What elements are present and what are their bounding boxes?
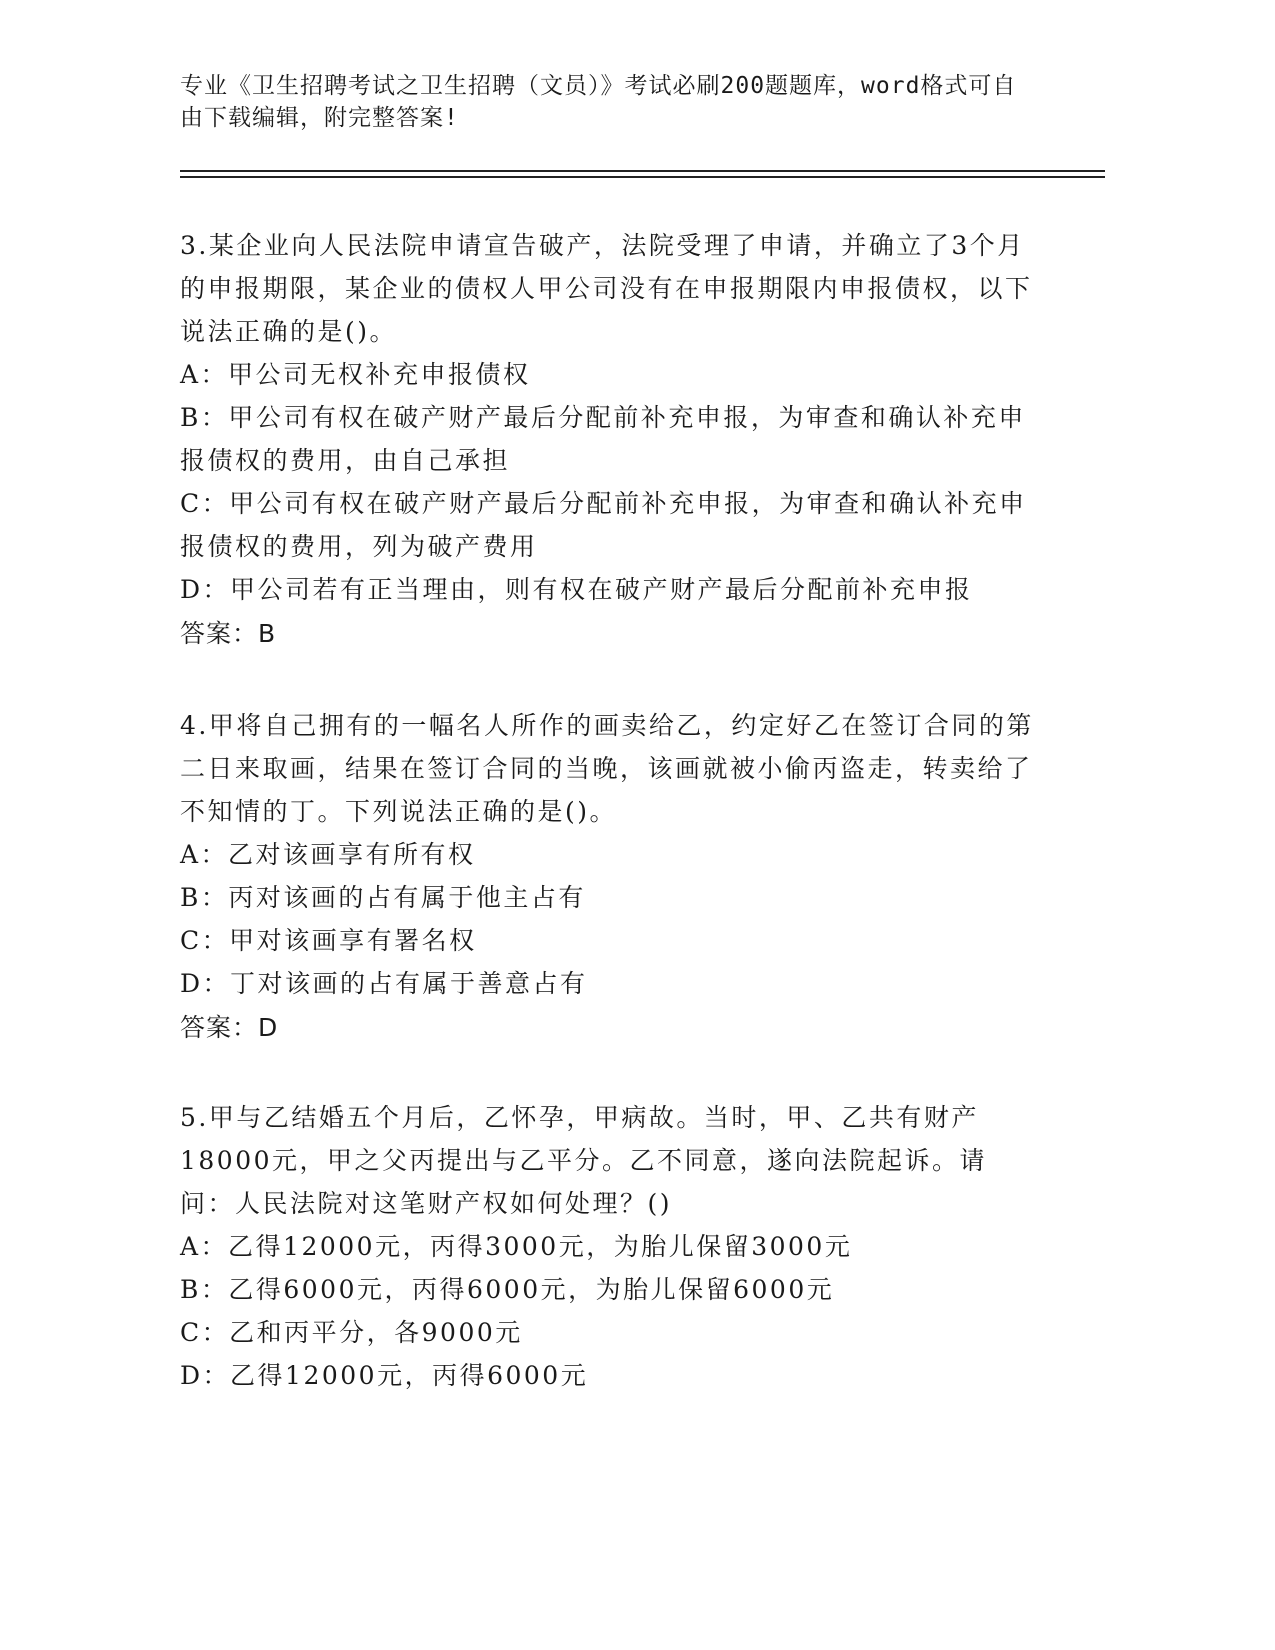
answer-line: 答案：B (180, 619, 277, 648)
option-d: D：丁对该画的占有属于善意占有 (180, 969, 588, 998)
question-5 (180, 1096, 1040, 1397)
question-stem: 4.甲将自己拥有的一幅名人所作的画卖给乙，约定好乙在签订合同的第二日来取画，结果在签订合同的当晚，该画就被小偷丙盗走，转卖给了不知情的丁。下列说法正确的是()。 (180, 711, 1034, 826)
option-d: D：乙得12000元，丙得6000元 (180, 1361, 589, 1390)
header-rule-top (180, 170, 1105, 172)
option-a: A：乙对该画享有所有权 (180, 840, 476, 869)
header-rule-bottom (180, 176, 1105, 178)
option-c: C：乙和丙平分，各9000元 (180, 1318, 523, 1347)
question-3 (180, 224, 1040, 656)
answer-line: 答案：D (180, 1013, 279, 1042)
option-b: B：乙得6000元，丙得6000元，为胎儿保留6000元 (180, 1275, 835, 1304)
option-c: C：甲对该画享有署名权 (180, 926, 477, 955)
question-stem: 5.甲与乙结婚五个月后，乙怀孕，甲病故。当时，甲、乙共有财产18000元，甲之父丙提出与乙平分。乙不同意，遂向法院起诉。请问：人民法院对这笔财产权如何处理？() (180, 1103, 988, 1218)
option-a: A：甲公司无权补充申报债权 (180, 360, 531, 389)
document-header: 专业《卫生招聘考试之卫生招聘（文员）》考试必刷200题题库，word格式可自由下载编辑，附完整答案! (180, 73, 1017, 131)
question-4 (180, 704, 1040, 1050)
option-a: A：乙得12000元，丙得3000元，为胎儿保留3000元 (180, 1232, 853, 1261)
option-c: C：甲公司有权在破产财产最后分配前补充申报，为审查和确认补充申报债权的费用，列为破产费用 (180, 489, 1027, 561)
option-b: B：甲公司有权在破产财产最后分配前补充申报，为审查和确认补充申报债权的费用，由自己承担 (180, 403, 1026, 475)
question-stem: 3.某企业向人民法院申请宣告破产，法院受理了申请，并确立了3个月的申报期限，某企业的债权人甲公司没有在申报期限内申报债权，以下说法正确的是()。 (180, 231, 1033, 346)
option-d: D：甲公司若有正当理由，则有权在破产财产最后分配前补充申报 (180, 575, 973, 604)
option-b: B：丙对该画的占有属于他主占有 (180, 883, 586, 912)
